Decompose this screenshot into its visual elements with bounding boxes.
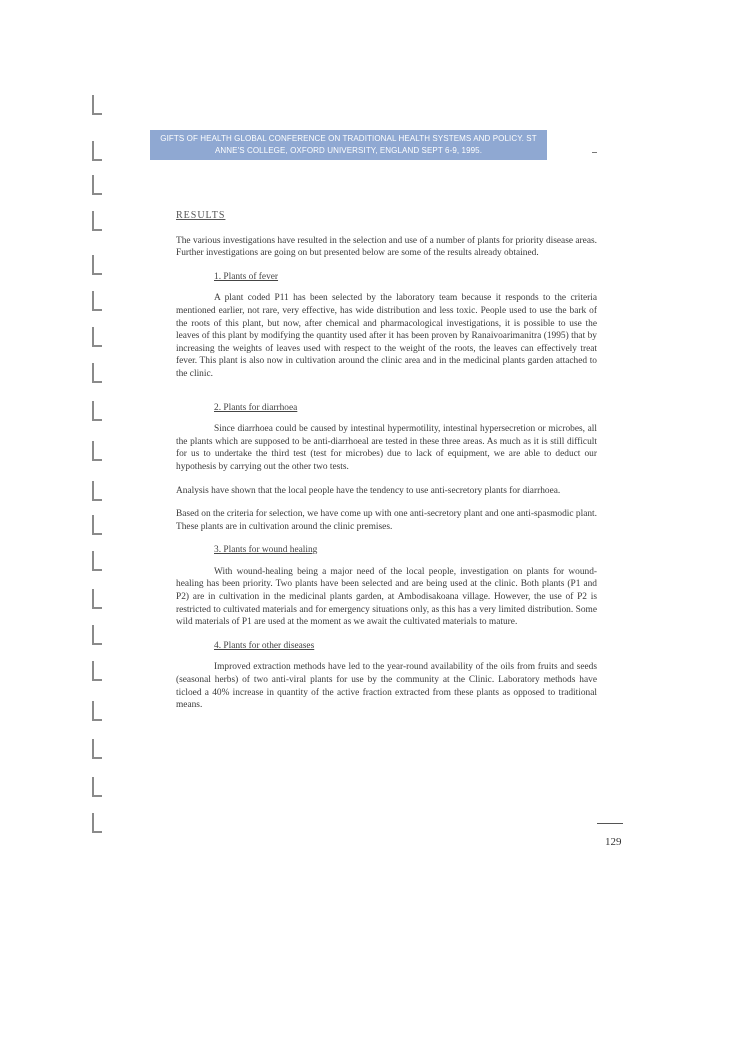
section-1-body: A plant coded P11 has been selected by the laboratory team because it responds to the criteria mentioned earlier, not rare, very effective, has wide distribution and less toxic. People used to use the bark of the roots of this plant, but now, after chemical and pharmacological investigations, it is possible to use the leaves of this plant by modifying the quantity used after it has been proven by Ranaivoarimanitra (1995) that by increasing the weights of leaves used with respect to the weight of the roots, the leaves can effectively treat fever. This plant is also now in cultivation around the clinic area and in the medicinal plants garden attached to the clinic. bbox=[176, 293, 597, 379]
section-4-title: 4. Plants for other diseases bbox=[214, 640, 315, 651]
results-heading: RESULTS bbox=[176, 210, 226, 221]
section-2-title: 2. Plants for diarrhoea bbox=[214, 402, 298, 413]
binding-mark bbox=[92, 661, 102, 681]
binding-mark bbox=[92, 327, 102, 347]
binding-mark bbox=[92, 175, 102, 195]
binding-mark bbox=[92, 401, 102, 421]
binding-mark bbox=[92, 515, 102, 535]
binding-mark bbox=[92, 625, 102, 645]
binding-mark bbox=[92, 739, 102, 759]
conference-banner bbox=[150, 130, 547, 160]
binding-mark bbox=[92, 141, 102, 161]
banner-line-2: ANNE'S COLLEGE, OXFORD UNIVERSITY, ENGLAND SEPT 6-9, 1995. bbox=[214, 146, 483, 155]
binding-mark bbox=[92, 441, 102, 461]
binding-mark bbox=[92, 291, 102, 311]
main-content bbox=[176, 210, 597, 723]
binding-mark bbox=[92, 211, 102, 231]
section-2-body-2: Analysis have shown that the local people have the tendency to use anti-secretory plants for diarrhoea. bbox=[176, 485, 561, 496]
binding-mark bbox=[92, 363, 102, 383]
section-4-body: Improved extraction methods have led to the year-round availability of the oils from fruits and seeds (seasonal herbs) of two anti-viral plants for use by the community at the Clinic. Laboratory methods have ticloed a 40% increase in quantity of the active fraction extracted from these plants as opposed to traditional means. bbox=[176, 662, 597, 711]
binding-marks bbox=[92, 95, 106, 835]
section-3-title: 3. Plants for wound healing bbox=[214, 545, 318, 556]
section-2-body-1: Since diarrhoea could be caused by intestinal hypermotility, intestinal hypersecretion or microbes, all the plants which are supposed to be anti-diarrhoeal are tested in these three areas. As much as it is still difficult for us to undertake the third test (test for microbes) due to lack of equipment, we are able to deduct our hypothesis by carrying out the other two tests. bbox=[176, 424, 597, 472]
binding-mark bbox=[92, 95, 102, 115]
section-1-title: 1. Plants of fever bbox=[214, 271, 279, 282]
binding-mark bbox=[92, 777, 102, 797]
scan-dash bbox=[592, 152, 597, 153]
binding-mark bbox=[92, 813, 102, 833]
binding-mark bbox=[92, 481, 102, 501]
banner-line-1: GIFTS OF HEALTH GLOBAL CONFERENCE ON TRADITIONAL HEALTH SYSTEMS AND POLICY. ST bbox=[160, 134, 537, 143]
binding-mark bbox=[92, 551, 102, 571]
section-2-body-3: Based on the criteria for selection, we have come up with one anti-secretory plant and one anti-spasmodic plant. These plants are in cultivation around the clinic premises. bbox=[176, 509, 597, 532]
section-3-body: With wound-healing being a major need of the local people, investigation on plants for wound-healing has been priority. Two plants have been selected and are being used at the clinic. Both plants (P1 and P2) are in cultivation in the medicinal plants garden, at Ambodisakoana village. However, the use of P2 is restricted to cultivated materials and for emergency situations only, as this has a very limited distribution. Some wild materials of P1 are used at the moment as we await the cultivated materials to mature. bbox=[176, 566, 597, 628]
results-intro: The various investigations have resulted in the selection and use of a number of plants for priority disease areas. Further investigations are going on but presented below are some of the results already obtained. bbox=[176, 235, 597, 259]
page-number: 129 bbox=[605, 836, 622, 848]
binding-mark bbox=[92, 701, 102, 721]
footer-rule bbox=[597, 823, 623, 824]
binding-mark bbox=[92, 255, 102, 275]
binding-mark bbox=[92, 589, 102, 609]
